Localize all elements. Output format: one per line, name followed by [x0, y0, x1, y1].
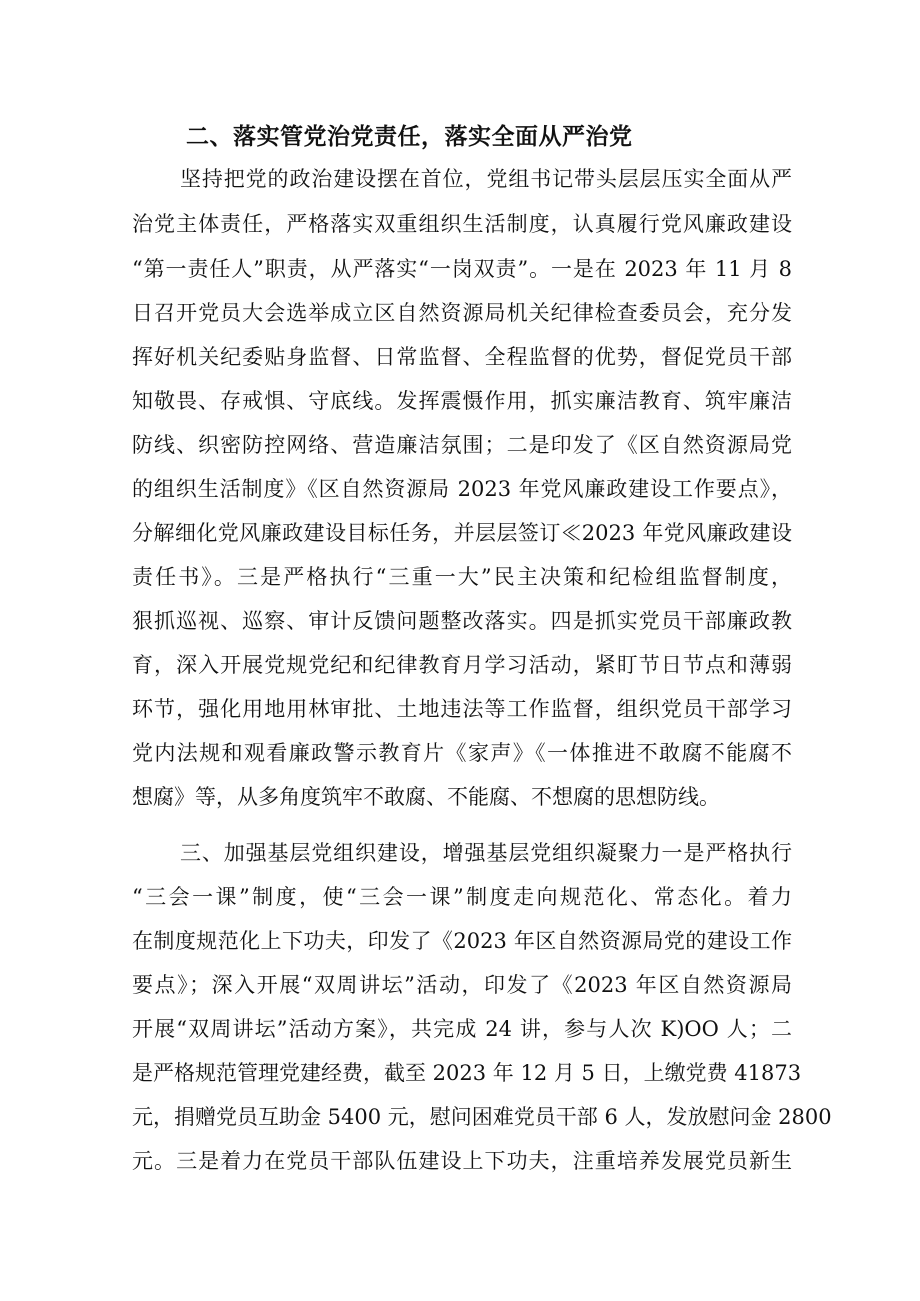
paragraph-line: 的组织生活制度》《区自然资源局 2023 年党风廉政建设工作要点》， [132, 477, 792, 501]
paragraph-line: 坚持把党的政治建设摆在首位，党组书记带头层层压实全面从严 [180, 167, 792, 191]
paragraph-line: “三会一课”制度，使“三会一课”制度走向规范化、常态化。着力 [132, 885, 792, 909]
paragraph-line: 开展“双周讲坛”活动方案》，共完成 24 讲，参与人次 K)OO 人；二 [132, 1017, 792, 1041]
paragraph-line: 在制度规范化上下功夫，印发了《2023 年区自然资源局党的建设工作 [132, 929, 792, 953]
paragraph-line: 挥好机关纪委贴身监督、日常监督、全程监督的优势，督促党员干部 [132, 345, 792, 369]
paragraph-line: 是严格规范管理党建经费，截至 2023 年 12 月 5 日，上缴党费 41873 [132, 1061, 802, 1085]
paragraph-line: “第一责任人”职责，从严落实“一岗双责”。一是在 2023 年 11 月 8 [132, 257, 792, 281]
paragraph-line: 狠抓巡视、巡察、审计反馈问题整改落实。四是抓实党员干部廉政教 [132, 609, 792, 633]
paragraph-line: 责任书》。三是严格执行“三重一大”民主决策和纪检组监督制度， [132, 565, 792, 589]
paragraph-line: 党内法规和观看廉政警示教育片《家声》《一体推进不敢腐不能腐不 [132, 741, 792, 765]
paragraph-line: 知敬畏、存戒惧、守底线。发挥震慑作用，抓实廉洁教育、筑牢廉洁 [132, 389, 792, 413]
paragraph-line: 分解细化党风廉政建设目标任务，并层层签订≪2023 年党风廉政建设 [132, 521, 792, 545]
paragraph-line: 三、加强基层党组织建设，增强基层党组织凝聚力一是严格执行 [180, 841, 792, 865]
section-heading: 二、落实管党治党责任，落实全面从严治党 [186, 124, 633, 150]
paragraph-line: 日召开党员大会选举成立区自然资源局机关纪律检查委员会，充分发 [132, 301, 792, 325]
paragraph-line: 要点》；深入开展“双周讲坛”活动，印发了《2023 年区自然资源局 [132, 973, 792, 997]
paragraph-line: 环节，强化用地用林审批、土地违法等工作监督，组织党员干部学习 [132, 697, 792, 721]
paragraph-line: 育，深入开展党规党纪和纪律教育月学习活动，紧盯节日节点和薄弱 [132, 653, 792, 677]
paragraph-line: 元。三是着力在党员干部队伍建设上下功夫，注重培养发展党员新生 [132, 1149, 792, 1173]
paragraph-line: 想腐》等，从多角度筑牢不敢腐、不能腐、不想腐的思想防线。 [132, 785, 720, 809]
paragraph-line: 治党主体责任，严格落实双重组织生活制度，认真履行党风廉政建设 [132, 212, 792, 236]
paragraph-line: 防线、织密防控网络、营造廉洁氛围；二是印发了《区自然资源局党 [132, 433, 792, 457]
paragraph-line: 元，捐赠党员互助金 5400 元，慰问困难党员干部 6 人，发放慰问金 2800 [132, 1105, 832, 1129]
